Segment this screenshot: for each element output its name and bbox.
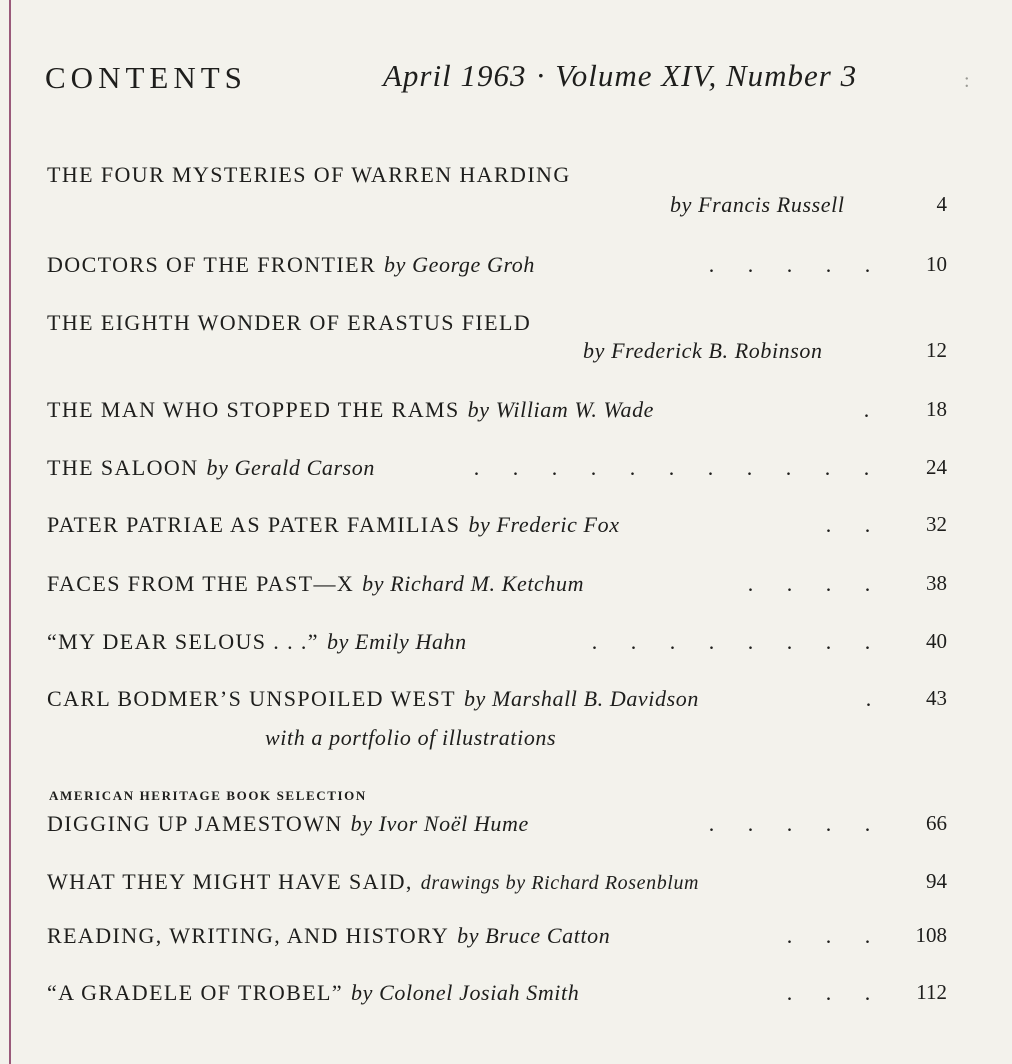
article-subline: with a portfolio of illustrations xyxy=(265,725,557,750)
dot-leader: . . xyxy=(825,512,871,537)
page-number[interactable]: 18 xyxy=(926,397,947,421)
dot-leader: . . . . . xyxy=(708,811,871,836)
toc-entry[interactable] xyxy=(47,310,947,336)
toc-entry[interactable] xyxy=(47,571,947,597)
article-title: PATER PATRIAE AS PATER FAMILIAS xyxy=(47,512,461,537)
page-number[interactable]: 40 xyxy=(926,629,947,653)
toc-entry[interactable] xyxy=(47,869,947,895)
article-byline: by George Groh xyxy=(384,252,536,277)
toc-entry[interactable] xyxy=(47,455,947,481)
toc-entry[interactable] xyxy=(47,512,947,538)
toc-entry[interactable] xyxy=(47,980,947,1006)
dot-leader: . . . . . . . . . . . xyxy=(473,455,870,480)
page-number[interactable]: 4 xyxy=(936,192,947,216)
dot-leader: . . . . . . . . xyxy=(591,629,871,654)
toc-entry[interactable] xyxy=(47,923,947,949)
article-byline: by Gerald Carson xyxy=(206,455,375,480)
page-number[interactable]: 112 xyxy=(916,980,947,1004)
article-title: “MY DEAR SELOUS . . .” xyxy=(47,629,319,654)
article-title: FACES FROM THE PAST—X xyxy=(47,571,355,596)
issue-date: April 1963 xyxy=(383,58,527,93)
article-title: CARL BODMER’S UNSPOILED WEST xyxy=(47,686,456,711)
page-number[interactable]: 12 xyxy=(926,338,947,362)
section-label: AMERICAN HERITAGE BOOK SELECTION xyxy=(49,788,367,803)
toc-entry[interactable] xyxy=(47,686,947,712)
article-byline: by Marshall B. Davidson xyxy=(463,686,699,711)
dot-leader: . . . . xyxy=(747,571,871,596)
dot-leader: . . . . . xyxy=(708,252,871,277)
article-title: THE SALOON xyxy=(47,455,199,480)
article-byline: drawings by Richard Rosenblum xyxy=(420,872,700,894)
issue-volume: Volume XIV, Number 3 xyxy=(555,58,858,93)
dot-leader: . xyxy=(863,397,870,422)
page-number[interactable]: 24 xyxy=(926,455,947,479)
page-number[interactable]: 32 xyxy=(926,512,947,536)
article-title: DOCTORS OF THE FRONTIER xyxy=(47,252,377,277)
page-number[interactable]: 66 xyxy=(926,811,947,835)
page-number[interactable]: 108 xyxy=(915,923,947,947)
page-number[interactable]: 94 xyxy=(926,869,947,893)
article-byline: by Francis Russell xyxy=(670,192,845,217)
article-title: THE FOUR MYSTERIES OF WARREN HARDING xyxy=(47,162,571,187)
dot-leader: . . . xyxy=(786,923,871,948)
separator-dot: · xyxy=(536,58,546,93)
contents-heading: CONTENTS xyxy=(45,60,247,95)
stray-mark: : xyxy=(964,70,970,92)
article-byline: by Ivor Noël Hume xyxy=(350,811,529,836)
article-byline: by Emily Hahn xyxy=(326,629,467,654)
article-title: READING, WRITING, AND HISTORY xyxy=(47,923,450,948)
article-title: THE EIGHTH WONDER OF ERASTUS FIELD xyxy=(47,310,532,335)
article-title: WHAT THEY MIGHT HAVE SAID, xyxy=(47,869,413,894)
toc-entry[interactable] xyxy=(47,162,947,188)
article-byline: by Colonel Josiah Smith xyxy=(351,980,580,1005)
article-byline: by Frederic Fox xyxy=(468,512,620,537)
page-number[interactable]: 43 xyxy=(926,686,947,710)
article-byline: by Frederick B. Robinson xyxy=(583,338,823,363)
issue-info xyxy=(383,58,857,94)
toc-entry[interactable] xyxy=(47,252,947,278)
article-title: DIGGING UP JAMESTOWN xyxy=(47,811,343,836)
toc-entry[interactable] xyxy=(47,397,947,423)
dot-leader: . . . xyxy=(786,980,871,1005)
article-byline: by William W. Wade xyxy=(467,397,655,422)
toc-entry[interactable] xyxy=(47,811,947,837)
page-edge-rule xyxy=(9,0,11,1064)
masthead xyxy=(45,58,975,104)
article-byline: by Richard M. Ketchum xyxy=(362,571,585,596)
article-byline: by Bruce Catton xyxy=(457,923,611,948)
page-number[interactable]: 38 xyxy=(926,571,947,595)
article-title: THE MAN WHO STOPPED THE RAMS xyxy=(47,397,460,422)
article-title: “A GRADELE OF TROBEL” xyxy=(47,980,344,1005)
toc-entry[interactable] xyxy=(47,629,947,655)
page-number[interactable]: 10 xyxy=(926,252,947,276)
dot-leader: . xyxy=(865,686,872,711)
